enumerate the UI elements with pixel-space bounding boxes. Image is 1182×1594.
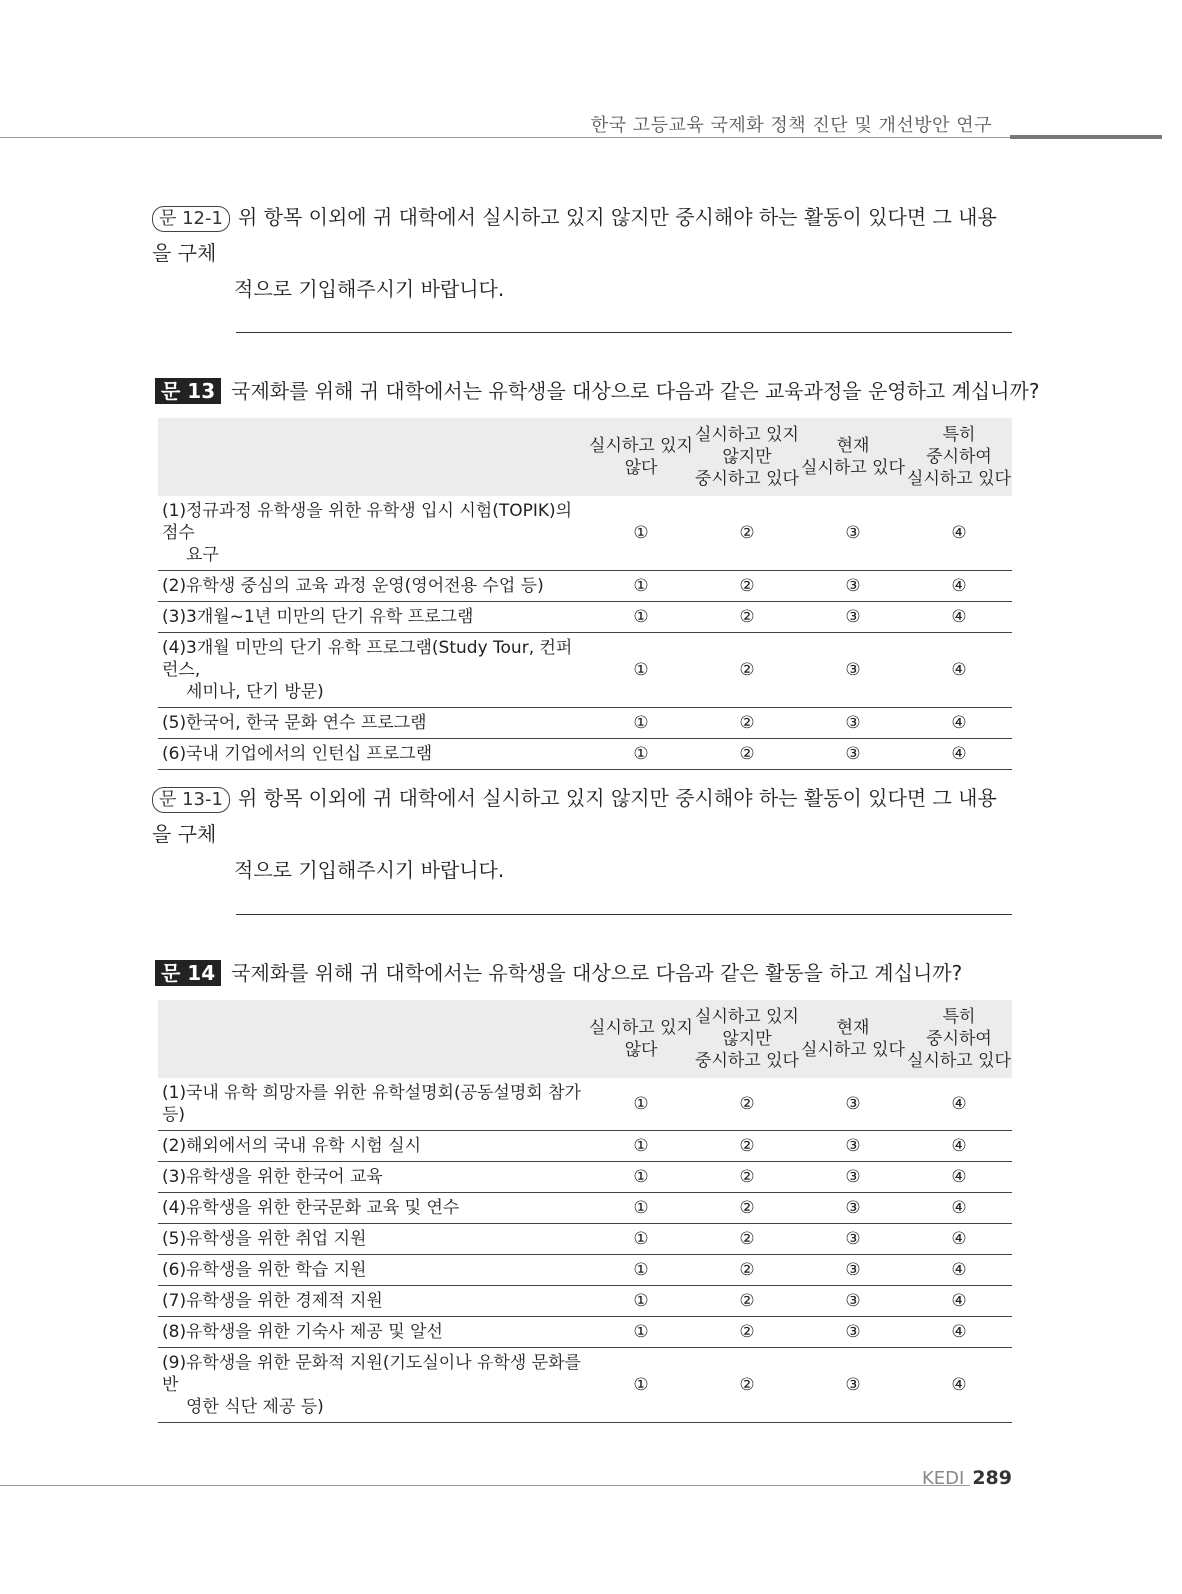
option-4[interactable]: ④ [906, 571, 1012, 602]
option-1[interactable]: ① [588, 1078, 694, 1131]
option-3[interactable]: ③ [800, 1162, 906, 1193]
header-scale-3 [800, 1000, 906, 1078]
header-line: 실시하고 있지 [589, 436, 693, 456]
table-row [158, 708, 1012, 739]
item-label [158, 602, 588, 633]
item-number: (4) [162, 638, 187, 658]
option-1[interactable]: ① [588, 1162, 694, 1193]
item-label [158, 1131, 588, 1162]
item-number: (1) [162, 1083, 187, 1103]
answer-line-13-1[interactable] [236, 914, 1012, 915]
option-3[interactable]: ③ [800, 633, 906, 708]
option-3[interactable]: ③ [800, 1348, 906, 1423]
item-label [158, 1286, 588, 1317]
page-footer [922, 1467, 1012, 1489]
option-1[interactable]: ① [588, 1224, 694, 1255]
option-4[interactable]: ④ [906, 1224, 1012, 1255]
table-row [158, 1078, 1012, 1131]
question-14-table [158, 1000, 1012, 1423]
header-line: 않지만 [722, 1029, 772, 1049]
header-line: 중시하여 [926, 1029, 992, 1049]
option-1[interactable]: ① [588, 739, 694, 770]
table-row [158, 571, 1012, 602]
question-13-title [155, 376, 1039, 406]
item-text: 유학생을 위한 경제적 지원 [186, 1291, 383, 1311]
option-2[interactable]: ② [694, 1255, 800, 1286]
table-row [158, 1131, 1012, 1162]
item-number: (6) [162, 744, 187, 764]
question-13-table [158, 418, 1012, 770]
item-text: 유학생 중심의 교육 과정 운영(영어전용 수업 등) [186, 576, 544, 596]
table-row [158, 1162, 1012, 1193]
table-row [158, 1224, 1012, 1255]
question-number: 문 13 [155, 378, 221, 404]
footer-brand: KEDI [921, 1468, 965, 1489]
option-3[interactable]: ③ [800, 496, 906, 571]
header-accent-bar [1010, 135, 1162, 139]
item-label [158, 633, 588, 708]
option-3[interactable]: ③ [800, 1224, 906, 1255]
question-text: 국제화를 위해 귀 대학에서는 유학생을 대상으로 다음과 같은 교육과정을 운영하고 계십니까? [231, 379, 1040, 403]
table-row [158, 1255, 1012, 1286]
item-text: 정규과정 유학생을 위한 유학생 입시 시험(TOPIK)의 점수 [162, 501, 573, 543]
option-1[interactable]: ① [588, 1317, 694, 1348]
table-row [158, 1286, 1012, 1317]
option-3[interactable]: ③ [800, 1255, 906, 1286]
option-1[interactable]: ① [588, 1193, 694, 1224]
question-13-1 [152, 780, 1012, 888]
header-line: 실시하고 있다 [801, 1040, 905, 1060]
item-number: (8) [162, 1322, 187, 1342]
item-label [158, 1078, 588, 1131]
item-label [158, 571, 588, 602]
question-text-line1: 위 항목 이외에 귀 대학에서 실시하고 있지 않지만 중시해야 하는 활동이 있다면 그 내용을 구체 [152, 786, 997, 846]
question-tag: 문 13-1 [152, 787, 230, 813]
item-text: 유학생을 위한 기숙사 제공 및 알선 [186, 1322, 443, 1342]
item-text-continued: 영한 식단 제공 등) [186, 1397, 324, 1417]
item-number: (5) [162, 713, 187, 733]
option-2[interactable]: ② [694, 1317, 800, 1348]
option-4[interactable]: ④ [906, 602, 1012, 633]
item-text: 유학생을 위한 취업 지원 [186, 1229, 367, 1249]
answer-line-12-1[interactable] [236, 332, 1012, 333]
item-text: 3개월 미만의 단기 유학 프로그램(Study Tour, 컨퍼런스, [162, 638, 573, 680]
option-1[interactable]: ① [588, 1255, 694, 1286]
option-2[interactable]: ② [694, 708, 800, 739]
item-label [158, 1193, 588, 1224]
header-scale-1 [588, 418, 694, 496]
option-4[interactable]: ④ [906, 496, 1012, 571]
option-3[interactable]: ③ [800, 1131, 906, 1162]
item-label [158, 1348, 588, 1423]
header-line: 실시하고 있지 [695, 1007, 799, 1027]
header-line: 실시하고 있다 [801, 458, 905, 478]
option-2[interactable]: ② [694, 1131, 800, 1162]
question-12-1 [152, 199, 1012, 307]
item-label [158, 1162, 588, 1193]
option-2[interactable]: ② [694, 633, 800, 708]
header-line: 않지만 [722, 447, 772, 467]
option-3[interactable]: ③ [800, 1286, 906, 1317]
item-number: (5) [162, 1229, 187, 1249]
header-line: 현재 [836, 1018, 870, 1038]
option-1[interactable]: ① [588, 1348, 694, 1423]
item-number: (9) [162, 1353, 187, 1373]
header-line: 중시하고 있다 [695, 1051, 799, 1071]
header-line: 실시하고 있다 [907, 469, 1011, 489]
option-2[interactable]: ② [694, 1348, 800, 1423]
table-row [158, 496, 1012, 571]
header-rule [0, 137, 1010, 138]
header-line: 않다 [624, 458, 658, 478]
option-1[interactable]: ① [588, 1131, 694, 1162]
option-4[interactable]: ④ [906, 739, 1012, 770]
option-4[interactable]: ④ [906, 1255, 1012, 1286]
option-2[interactable]: ② [694, 1286, 800, 1317]
question-number: 문 14 [155, 960, 221, 986]
question-text-line1: 위 항목 이외에 귀 대학에서 실시하고 있지 않지만 중시해야 하는 활동이 있다면 그 내용을 구체 [152, 205, 997, 265]
option-4[interactable]: ④ [906, 1317, 1012, 1348]
header-line: 않다 [624, 1040, 658, 1060]
header-scale-3 [800, 418, 906, 496]
item-text: 한국어, 한국 문화 연수 프로그램 [186, 713, 427, 733]
option-3[interactable]: ③ [800, 1078, 906, 1131]
header-line: 중시하여 [926, 447, 992, 467]
option-4[interactable]: ④ [906, 1162, 1012, 1193]
item-text: 해외에서의 국내 유학 시험 실시 [186, 1136, 422, 1156]
option-2[interactable]: ② [694, 496, 800, 571]
item-number: (2) [162, 1136, 187, 1156]
item-text: 유학생을 위한 학습 지원 [186, 1260, 367, 1280]
header-line: 특히 [942, 425, 976, 445]
header-item-column [158, 418, 588, 496]
table-row [158, 1317, 1012, 1348]
option-4[interactable]: ④ [906, 633, 1012, 708]
item-text-continued: 요구 [186, 545, 219, 565]
header-line: 중시하고 있다 [695, 469, 799, 489]
item-text: 유학생을 위한 한국문화 교육 및 연수 [186, 1198, 460, 1218]
item-text: 유학생을 위한 한국어 교육 [186, 1167, 383, 1187]
option-3[interactable]: ③ [800, 1317, 906, 1348]
option-1[interactable]: ① [588, 1286, 694, 1317]
header-scale-2 [694, 1000, 800, 1078]
option-2[interactable]: ② [694, 571, 800, 602]
header-line: 실시하고 있지 [695, 425, 799, 445]
question-14-title [155, 958, 962, 988]
footer-rule [0, 1485, 970, 1486]
item-label [158, 708, 588, 739]
item-number: (7) [162, 1291, 187, 1311]
item-label [158, 496, 588, 571]
item-label [158, 739, 588, 770]
question-tag: 문 12-1 [152, 206, 230, 232]
header-scale-4 [906, 1000, 1012, 1078]
option-3[interactable]: ③ [800, 708, 906, 739]
item-text: 유학생을 위한 문화적 지원(기도실이나 유학생 문화를 반 [162, 1353, 581, 1395]
item-label [158, 1255, 588, 1286]
question-text: 국제화를 위해 귀 대학에서는 유학생을 대상으로 다음과 같은 활동을 하고 계십니까? [231, 961, 963, 985]
item-text: 3개월~1년 미만의 단기 유학 프로그램 [186, 607, 474, 627]
option-4[interactable]: ④ [906, 1078, 1012, 1131]
question-text-line2: 적으로 기입해주시기 바랍니다. [234, 858, 505, 882]
item-label [158, 1224, 588, 1255]
option-2[interactable]: ② [694, 739, 800, 770]
item-number: (6) [162, 1260, 187, 1280]
option-3[interactable]: ③ [800, 1193, 906, 1224]
option-1[interactable]: ① [588, 602, 694, 633]
item-number: (3) [162, 607, 187, 627]
option-2[interactable]: ② [694, 1224, 800, 1255]
item-number: (3) [162, 1167, 187, 1187]
item-number: (4) [162, 1198, 187, 1218]
header-line: 현재 [836, 436, 870, 456]
option-2[interactable]: ② [694, 1162, 800, 1193]
option-4[interactable]: ④ [906, 1131, 1012, 1162]
item-text: 국내 유학 희망자를 위한 유학설명회(공동설명회 참가 등) [162, 1083, 581, 1125]
option-2[interactable]: ② [694, 1078, 800, 1131]
item-text: 국내 기업에서의 인턴십 프로그램 [186, 744, 433, 764]
running-title: 한국 고등교육 국제화 정책 진단 및 개선방안 연구 [590, 115, 992, 136]
header-item-column [158, 1000, 588, 1078]
item-label [158, 1317, 588, 1348]
header-scale-4 [906, 418, 1012, 496]
item-number: (1) [162, 501, 187, 521]
table-row [158, 1348, 1012, 1423]
header-line: 특히 [942, 1007, 976, 1027]
header-scale-2 [694, 418, 800, 496]
option-3[interactable]: ③ [800, 739, 906, 770]
option-1[interactable]: ① [588, 571, 694, 602]
table-header-row [158, 1000, 1012, 1078]
option-4[interactable]: ④ [906, 708, 1012, 739]
header-line: 실시하고 있지 [589, 1018, 693, 1038]
option-1[interactable]: ① [588, 633, 694, 708]
item-text-continued: 세미나, 단기 방문) [186, 682, 324, 702]
page-number: 289 [972, 1467, 1012, 1489]
option-3[interactable]: ③ [800, 571, 906, 602]
table-row [158, 602, 1012, 633]
option-1[interactable]: ① [588, 708, 694, 739]
option-2[interactable]: ② [694, 602, 800, 633]
header-line: 실시하고 있다 [907, 1051, 1011, 1071]
option-4[interactable]: ④ [906, 1286, 1012, 1317]
option-4[interactable]: ④ [906, 1348, 1012, 1423]
header-scale-1 [588, 1000, 694, 1078]
option-2[interactable]: ② [694, 1193, 800, 1224]
table-header-row [158, 418, 1012, 496]
option-3[interactable]: ③ [800, 602, 906, 633]
table-row [158, 633, 1012, 708]
table-row [158, 1193, 1012, 1224]
table-row [158, 739, 1012, 770]
item-number: (2) [162, 576, 187, 596]
option-1[interactable]: ① [588, 496, 694, 571]
option-4[interactable]: ④ [906, 1193, 1012, 1224]
question-text-line2: 적으로 기입해주시기 바랍니다. [234, 277, 505, 301]
